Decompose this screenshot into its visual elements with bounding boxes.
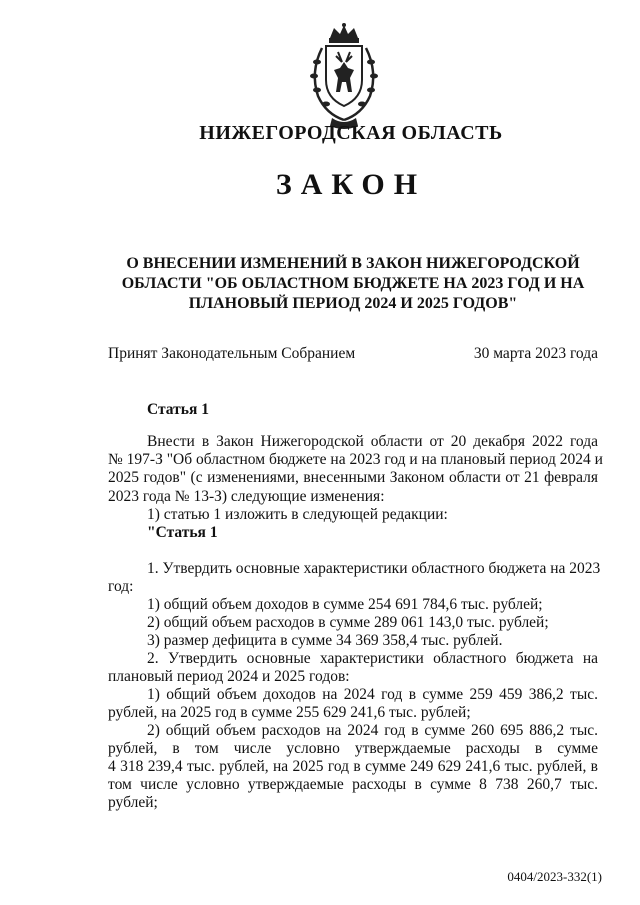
body-line: том числе условно утверждаемые расходы в сумме 8 738 260,7 тыс. (108, 776, 598, 793)
document-type: ЗАКОН (275, 168, 427, 201)
body-line: Внести в Закон Нижегородской области от 20 декабря 2022 года (147, 433, 598, 450)
body-line: 2025 годов" (с изменениями, внесенными Законом области от 21 февраля (108, 469, 598, 486)
adoption-date: 30 марта 2023 года (473, 345, 598, 362)
body-line: 2) общий объем расходов в сумме 289 061 143,0 тыс. рублей; (147, 614, 549, 631)
body-line: 1) общий объем доходов на 2024 год в сумме 259 459 386,2 тыс. (147, 686, 598, 703)
body-line: рублей; (108, 794, 158, 811)
body-line: 2) общий объем расходов на 2024 год в сумме 260 695 886,2 тыс. (147, 722, 598, 739)
nizhny-novgorod-coat-of-arms-icon (296, 22, 392, 130)
body-line: 3) размер дефицита в сумме 34 369 358,4 тыс. рублей. (147, 632, 503, 649)
law-title (110, 254, 596, 314)
body-line: 1. Утвердить основные характеристики областного бюджета на 2023 (147, 560, 601, 577)
body-line: 1) общий объем доходов в сумме 254 691 784,6 тыс. рублей; (147, 596, 543, 613)
body-line: рублей, на 2025 год в сумме 255 629 241,6 тыс. рублей; (108, 704, 471, 721)
coat-of-arms (296, 22, 392, 130)
region-name: НИЖЕГОРОДСКАЯ ОБЛАСТЬ (199, 122, 503, 144)
body-line: 2023 года № 13-З) следующие изменения: (108, 488, 385, 505)
law-title-line: ПЛАНОВЫЙ ПЕРИОД 2024 И 2025 ГОДОВ" (188, 295, 518, 312)
body-line: № 197-З "Об областном бюджете на 2023 год и на плановый период 2024 и (108, 451, 603, 468)
body-line: рублей, в том числе условно утверждаемые расходы в сумме (108, 740, 598, 757)
body-line: 4 318 239,4 тыс. рублей, на 2025 год в сумме 249 629 241,6 тыс. рублей, в (108, 758, 598, 775)
article-heading: Статья 1 (147, 401, 209, 418)
body-line: год: (108, 578, 134, 595)
law-title-line: ОБЛАСТИ "ОБ ОБЛАСТНОМ БЮДЖЕТЕ НА 2023 ГОД И НА (121, 275, 585, 292)
body-line: 2. Утвердить основные характеристики областного бюджета на (147, 650, 598, 667)
document-code: 0404/2023-332(1) (507, 869, 602, 884)
adopted-by: Принят Законодательным Собранием (108, 345, 356, 362)
body-line: "Статья 1 (147, 524, 218, 541)
body-line: 1) статью 1 изложить в следующей редакции: (147, 506, 448, 523)
law-title-line: О ВНЕСЕНИИ ИЗМЕНЕНИЙ В ЗАКОН НИЖЕГОРОДСКОЙ (126, 255, 580, 272)
body-line: плановый период 2024 и 2025 годов: (108, 668, 350, 685)
